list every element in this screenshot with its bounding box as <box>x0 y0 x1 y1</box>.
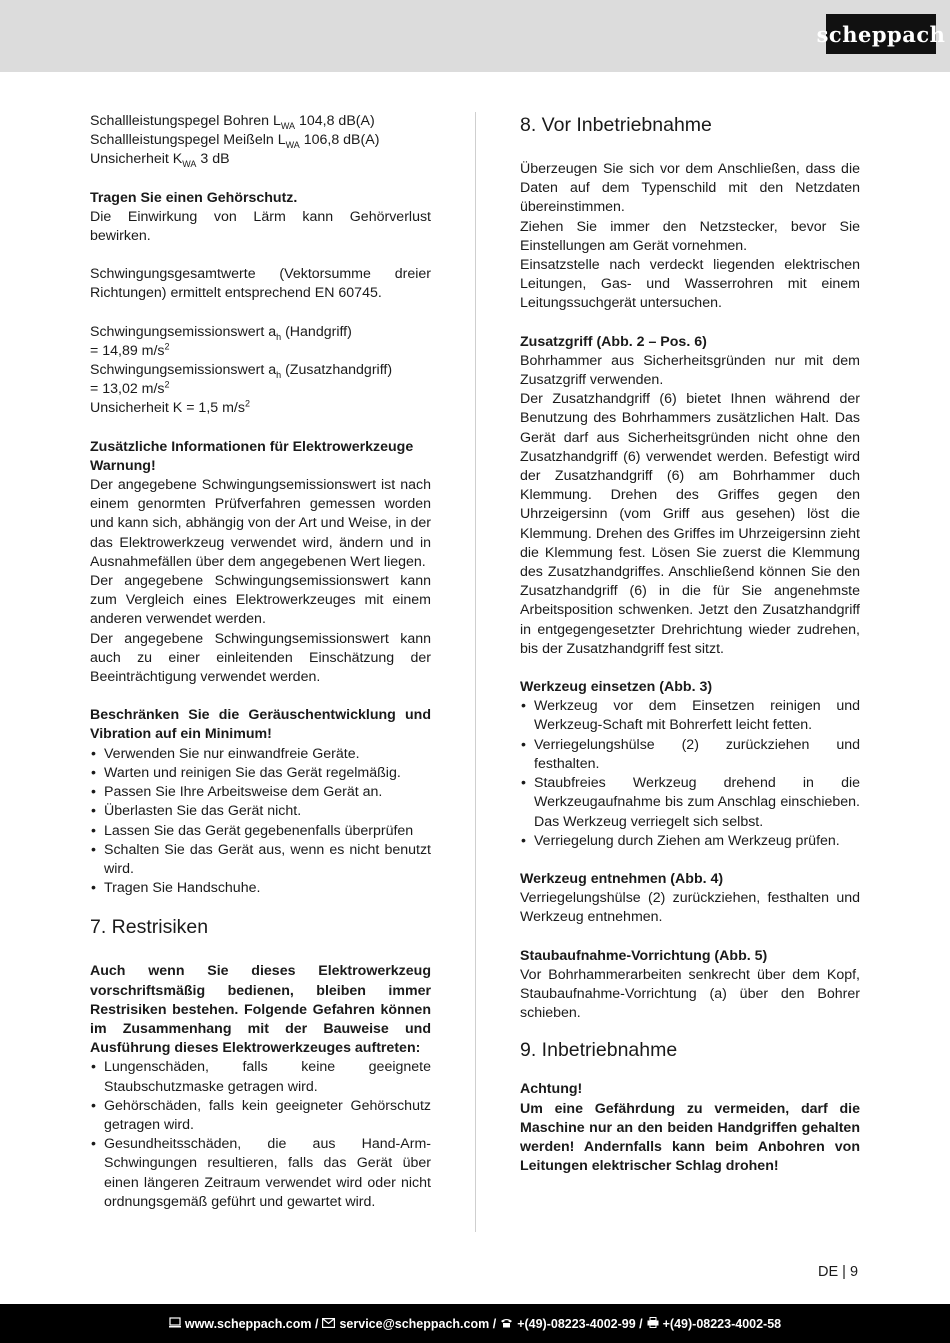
phone-icon <box>500 1317 513 1331</box>
list-item: • Lungenschäden, falls keine geeignete Staubschutzmaske getragen wird. <box>90 1058 431 1096</box>
attention-title: Achtung! <box>520 1081 583 1098</box>
footer-website-link[interactable]: www.scheppach.com / <box>184 1316 319 1331</box>
footer-bar <box>0 1304 950 1343</box>
insert-tool-list <box>520 697 860 851</box>
list-item: • Passen Sie Ihre Arbeitsweise dem Gerät an. <box>90 783 431 802</box>
list-item: • Verriegelungshülse (2) zurückziehen und festhalten. <box>520 736 860 774</box>
list-item: • Gehörschäden, falls kein geeigneter Gehörschutz getragen wird. <box>90 1097 431 1135</box>
footer-email-link[interactable]: service@scheppach.com / <box>339 1316 497 1331</box>
vibration-aux-handle-label: Schwingungsemissionswert $a_h$ (Zusatzhandgriff) <box>90 362 393 380</box>
list-item: • Werkzeug vor dem Einsetzen reinigen und Werkzeug-Schaft mit Bohrerfett leicht fetten. <box>520 697 860 735</box>
list-item: • Überlasten Sie das Gerät nicht. <box>90 802 431 821</box>
warning-paragraph: Der angegebene Schwingungsemissionswert kann auch zu einer einleitenden Einschätzung der Beeinträchtigung verwendet werden. <box>90 630 431 686</box>
vibration-aux-handle-value: = 13,02 $m/s^2$ <box>90 379 170 398</box>
remove-tool-text: Verriegelungshülse (2) zurückziehen, festhalten und Werkzeug entnehmen. <box>520 890 860 926</box>
insert-tool-title: Werkzeug einsetzen (Abb. 3) <box>520 679 713 696</box>
list-item: • Staubfreies Werkzeug drehend in die Werkzeugaufnahme bis zum Anschlag einschieben. Das Werkzeug verriegelt sich selbst. <box>520 774 860 832</box>
dust-collector-title: Staubaufnahme-Vorrichtung (Abb. 5) <box>520 947 768 964</box>
aux-handle-paragraph: Bohrhammer aus Sicherheitsgründen nur mit dem Zusatzgriff verwenden. <box>520 352 860 389</box>
warning-title: Warnung! <box>90 457 156 474</box>
dust-collector-text: Vor Bohrhammerarbeiten senkrecht über dem Kopf, Staubaufnahme-Vorrichtung (a) über den Bohrer schieben. <box>520 966 860 1022</box>
vibration-handle-label: Schwingungsemissionswert $a_h$ (Handgriff) <box>90 323 352 342</box>
limit-noise-title: Beschränken Sie die Geräuschentwicklung und Vibration auf ein Minimum! <box>90 707 431 743</box>
brand-logo: scheppach <box>826 14 936 54</box>
vibration-handle-value: = 14,89 $m/s^2$ <box>90 341 170 359</box>
residual-risks-intro: Auch wenn Sie dieses Elektrowerkzeug vorschriftsmäßig bedienen, bleiben immer Restrisiken bestehen. Folgende Gefahren können im Zusammenhang mit der Bauweise und Ausführung dieses Elektrowerkzeuges auftreten: <box>90 963 431 1057</box>
noise-level-drilling: Schallleistungspegel Bohren $L_{WA}$ 104,8 dB(A) <box>90 113 375 131</box>
noise-uncertainty: Unsicherheit $K_{WA}$ 3 dB <box>90 151 230 170</box>
envelope-icon <box>322 1317 335 1331</box>
remove-tool-title: Werkzeug entnehmen (Abb. 4) <box>520 870 724 887</box>
limit-noise-list <box>90 745 431 899</box>
footer-phone: +(49)-08223-4002-99 / <box>517 1316 643 1331</box>
hearing-protection-text: Die Einwirkung von Lärm kann Gehörverlust bewirken. <box>90 208 431 245</box>
list-item: • Verwenden Sie nur einwandfreie Geräte. <box>90 745 431 764</box>
aux-handle-title: Zusatzgriff (Abb. 2 – Pos. 6) <box>520 333 707 350</box>
noise-level-chiselling: Schallleistungspegel Meißeln $L_{WA}$ 106,8 dB(A) <box>90 132 380 151</box>
hearing-protection-title: Tragen Sie einen Gehörschutz. <box>90 189 298 206</box>
vibration-uncertainty: Unsicherheit K = 1,5 $m/s^2$ <box>90 398 250 417</box>
column-divider <box>475 112 476 1232</box>
footer-fax: +(49)-08223-4002-58 <box>662 1316 782 1331</box>
fax-icon <box>647 1317 659 1331</box>
left-column <box>90 112 431 1212</box>
list-item: • Tragen Sie Handschuhe. <box>90 879 431 898</box>
list-item: • Lassen Sie das Gerät gegebenenfalls überprüfen <box>90 822 431 841</box>
before-use-paragraph: Überzeugen Sie sich vor dem Anschließen, dass die Daten auf dem Typenschild mit den Netzdaten übereinstimmen. <box>520 161 860 216</box>
warning-paragraph: Der angegebene Schwingungsemissionswert kann zum Vergleich eines Elektrowerkzeuges mit einem anderen verwendet werden. <box>90 573 431 628</box>
list-item: • Warten und reinigen Sie das Gerät regelmäßig. <box>90 764 431 783</box>
before-use-paragraph: Ziehen Sie immer den Netzstecker, bevor Sie Einstellungen am Gerät vornehmen. <box>520 218 860 254</box>
residual-risks-list <box>90 1058 431 1212</box>
list-item: • Verriegelung durch Ziehen am Werkzeug prüfen. <box>520 832 860 851</box>
section-8-heading: 8. Vor Inbetriebnahme <box>520 114 712 136</box>
right-column <box>520 112 860 1176</box>
list-item: • Gesundheitsschäden, die aus Hand-Arm- Schwingungen resultieren, falls das Gerät über einen längeren Zeitraum verwendet wird oder nicht ordnungsgemäß geführt und gewartet wird. <box>90 1135 431 1212</box>
section-7-heading: 7. Restrisiken <box>90 916 209 939</box>
page-number: DE | 9 <box>818 1264 859 1280</box>
aux-handle-paragraph: Der Zusatzhandgriff (6) bietet Ihnen während der Benutzung des Bohrhammers zusätzlichen Halt. Das Gerät darf aus Sicherheitsgründen nicht ohne den Zusatzhandgriff (6) verwendet werden. Befestigt wird der Zusatzhandgriff (6) am Bohrhammer duch Klemmung. Drehen des Griffes gegen den Uhrzeigersinn (vom Griff aus gesehen) löst die Klemmung. Drehen des Griffes im Uhrzeigersinn zieht die Klemmung fest. Lösen Sie zuerst die Klemmung des Zusatzhandgriffes. Anschließend können Sie den Zusatzhandgriff (6) in die für Sie angenehmste Arbeitsposition schwenken. Jetzt den Zusatzhandgriff in entgegengesetzter Drehrichtung wieder zudrehen, bis der Zusatzhandgriff fest sitzt. <box>520 391 860 657</box>
header-bar <box>0 0 950 72</box>
section-9-heading: 9. Inbetriebnahme <box>520 1039 678 1062</box>
computer-icon <box>169 1317 181 1331</box>
warning-paragraph: Der angegebene Schwingungsemissionswert ist nach einem genormten Prüfverfahren gemessen worden und kann sich, abhängig von der Art und Weise, in der das Elektrowerkzeug verwendet wird, ändern und in Ausnahmefällen über dem angegebenen Wert liegen. <box>90 477 431 570</box>
attention-text: Um eine Gefährdung zu vermeiden, darf die Maschine nur an den beiden Handgriffen gehalten werden! Andernfalls kann beim Anbohren von Leitungen elektrischer Schlag drohen! <box>520 1100 860 1175</box>
vibration-intro: Schwingungsgesamtwerte (Vektorsumme dreier Richtungen) ermittelt entsprechend EN 60745. <box>90 266 431 302</box>
list-item: • Schalten Sie das Gerät aus, wenn es nicht benutzt wird. <box>90 841 431 879</box>
extra-info-title: Zusätzliche Informationen für Elektrowerkzeuge <box>90 438 414 455</box>
before-use-paragraph: Einsatzstelle nach verdeckt liegenden elektrischen Leitungen, Gas- und Wasserrohren mit einem Leitungssuchgerät untersuchen. <box>520 257 860 312</box>
